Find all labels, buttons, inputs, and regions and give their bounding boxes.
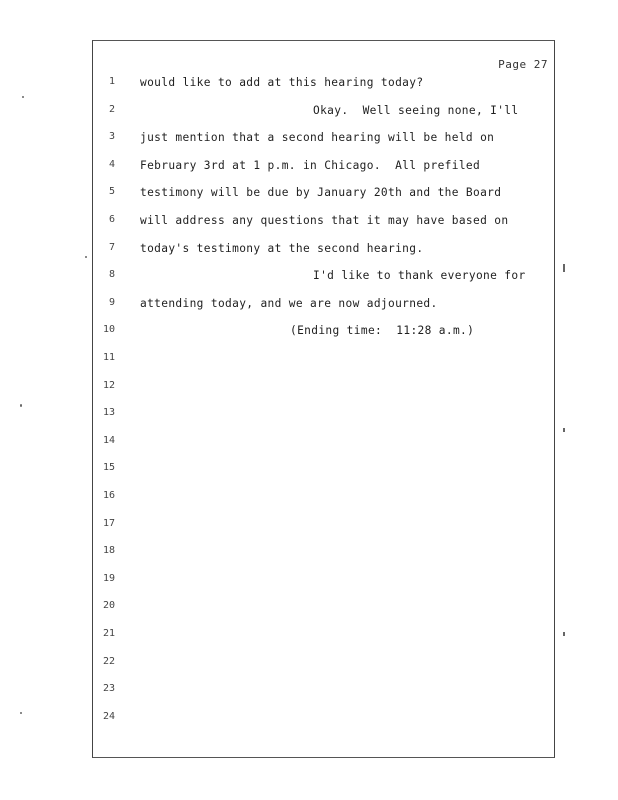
line-text: Okay. Well seeing none, I'll [313,103,519,117]
line-number: 17 [102,517,115,529]
line-number: 20 [102,600,115,612]
line-text: will address any questions that it may have based on [140,214,509,227]
scan-speck [22,96,24,98]
line-number: 15 [102,462,115,474]
transcript-line [0,242,618,262]
scan-speck [563,264,565,272]
line-number: 18 [102,545,115,557]
line-number: 22 [102,655,115,667]
scan-speck [20,712,22,714]
transcript-line [0,545,618,565]
transcript-line [0,435,618,455]
transcript-line [0,573,618,593]
line-number: 8 [108,269,115,281]
transcript-line [0,600,618,620]
transcript-line [0,683,618,703]
transcript-line [0,380,618,400]
line-number: 16 [102,490,115,501]
scan-speck [20,404,22,407]
line-text: I'd like to thank everyone for [313,269,526,283]
line-number: 14 [102,434,115,446]
line-number: 21 [102,628,115,639]
transcript-line [0,324,618,344]
line-text: just mention that a second hearing will be held on [140,131,495,145]
line-text: attending today, and we are now adjourned. [140,296,438,310]
line-number: 13 [102,407,115,419]
transcript-line [0,186,618,206]
line-number: 7 [108,241,115,253]
line-text: today's testimony at the second hearing. [140,241,424,255]
line-text: (Ending time: 11:28 a.m.) [290,324,475,338]
transcript-line [0,407,618,427]
line-number: 23 [102,683,115,695]
line-text: testimony will be due by January 20th and the Board [140,186,502,200]
line-number: 3 [108,131,115,143]
scan-speck [563,632,565,636]
line-number: 6 [108,214,115,225]
line-number: 24 [102,710,115,722]
line-number: 10 [102,324,115,336]
scan-speck [563,428,565,432]
line-number: 2 [108,103,115,115]
line-text: February 3rd at 1 p.m. in Chicago. All prefiled [140,158,481,172]
transcript-line [0,159,618,179]
line-number: 4 [108,158,115,170]
line-number: 12 [102,379,115,391]
transcript-line [0,711,618,731]
transcript-line [0,214,618,234]
transcript-line [0,104,618,124]
transcript-line [0,131,618,151]
line-number: 5 [108,186,115,198]
page-number: Page 27 [498,58,548,71]
line-text: would like to add at this hearing today? [140,76,424,89]
scan-speck [85,256,87,258]
transcript-line [0,518,618,538]
transcript-line [0,297,618,317]
transcript-line [0,656,618,676]
transcript-line [0,269,618,289]
line-number: 11 [102,352,115,363]
transcript-line [0,76,618,96]
transcript-line [0,462,618,482]
transcript-line [0,352,618,372]
line-number: 9 [108,296,115,308]
line-number: 1 [108,76,115,87]
line-number: 19 [102,572,115,584]
transcript-line [0,628,618,648]
transcript-line [0,490,618,510]
